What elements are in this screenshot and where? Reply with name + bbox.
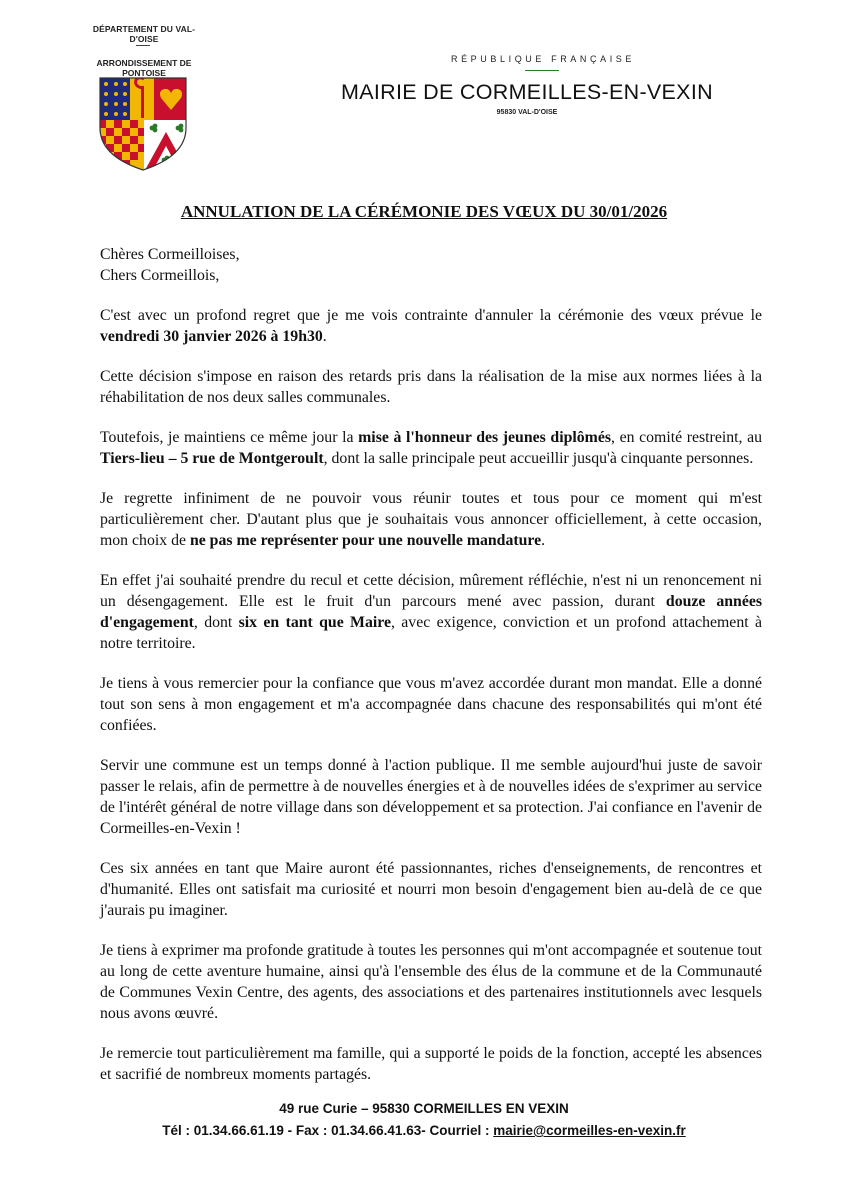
arrondissement-label: ARRONDISSEMENT DE PONTOISE	[96, 58, 192, 78]
paragraph-7: Servir une commune est un temps donné à l'action publique. Il me semble aujourd'hui juste de savoir passer le relais, afin de permettre à de nouvelles énergies et à de nouvelles idées de s'exprimer au service de l'intérêt général de notre village dans son développement et sa protection. J'ai confiance en l'avenir de Cormeilles-en-Vexin !	[100, 757, 762, 837]
text-span: C'est avec un profond regret que je me vois contrainte d'annuler la cérémonie des vœux prévue le	[100, 307, 762, 324]
republique-divider	[525, 70, 559, 71]
text-span: , dont	[193, 614, 239, 631]
email-link[interactable]: mairie@cormeilles-en-vexin.fr	[493, 1123, 686, 1138]
footer-address: 49 rue Curie – 95830 CORMEILLES EN VEXIN	[279, 1101, 569, 1116]
paragraph-8: Ces six années en tant que Maire auront été passionnantes, riches d'enseignements, de rencontres et d'humanité. Elles ont satisfait ma curiosité et nourri mon besoin d'engagement bien au-delà de ce que j'aurais pu imaginer.	[100, 860, 762, 919]
greeting-line-2: Chers Cormeillois,	[100, 267, 220, 284]
paragraph-2: Cette décision s'impose en raison des retards pris dans la réalisation de la mise aux normes liées à la réhabilitation de nos deux salles communales.	[100, 368, 762, 406]
paragraph-9: Je tiens à exprimer ma profonde gratitude à toutes les personnes qui m'ont accompagnée et soutenue tout au long de cette aventure humaine, ainsi qu'à l'ensemble des élus de la commune et de la Communauté de Communes Vexin Centre, des agents, des associations et des partenaires institutionnels avec lesquels nous avons œuvré.	[100, 942, 762, 1022]
highlight-decision: ne pas me représenter pour une nouvelle mandature	[189, 532, 542, 549]
text-span: Je regrette infiniment de ne pouvoir vous réunir toutes et tous pour ce moment qui m'est particulièrement cher. D'autant plus que je souhaitais vous annoncer officiellement, à cette occasion, mon choix de	[100, 490, 762, 549]
paragraph-1	[100, 305, 762, 347]
text-span: , avec exigence, conviction et un profond attachement à notre territoire.	[100, 614, 762, 652]
paragraph-3	[100, 427, 762, 469]
greeting-line-1: Chères Cormeilloises,	[100, 246, 240, 263]
header-divider	[136, 45, 150, 46]
department-label: DÉPARTEMENT DU VAL-D'OISE	[92, 24, 196, 44]
highlight-maire: six en tant que Maire	[238, 614, 391, 631]
paragraph-5	[100, 570, 762, 654]
footer-contact	[0, 1123, 848, 1138]
highlight-venue: Tiers-lieu – 5 rue de Montgeroult	[100, 450, 324, 467]
letter-body	[100, 244, 762, 1104]
text-span: Toutefois, je maintiens ce même jour la	[100, 429, 359, 446]
mairie-title: MAIRIE DE CORMEILLES-EN-VEXIN	[341, 80, 713, 104]
highlight-years: douze années d'engagement	[100, 593, 762, 631]
contact-text: Tél : 01.34.66.61.19 - Fax : 01.34.66.41.63- Courriel :	[162, 1123, 494, 1138]
paragraph-10: Je remercie tout particulièrement ma famille, qui a supporté le poids de la fonction, accepté les absences et sacrifié de nombreux moments partagés.	[100, 1045, 762, 1083]
paragraph-6: Je tiens à vous remercier pour la confiance que vous m'avez accordée durant mon mandat. Elle a donné tout son sens à mon engagement et m'a accompagnée dans chacune des responsabilités qui m'ont été confiées.	[100, 675, 762, 734]
text-span: .	[322, 328, 327, 345]
postal-label: 95830 VAL-D'OISE	[496, 109, 558, 116]
coat-of-arms-icon	[98, 76, 188, 172]
republique-label: RÉPUBLIQUE FRANÇAISE	[450, 54, 636, 64]
text-span: , dont la salle principale peut accueillir jusqu'à cinquante personnes.	[323, 450, 754, 467]
paragraph-4	[100, 488, 762, 551]
document-title: ANNULATION DE LA CÉRÉMONIE DES VŒUX DU 30/01/2026	[180, 202, 668, 221]
text-span: En effet j'ai souhaité prendre du recul et cette décision, mûrement réfléchie, n'est ni un renoncement ni un désengagement. Elle est le fruit d'un parcours mené avec passion, durant	[100, 572, 762, 610]
event-date: vendredi 30 janvier 2026 à 19h30	[100, 328, 323, 345]
text-span: .	[541, 532, 546, 549]
text-span: , en comité restreint, au	[611, 429, 763, 446]
highlight-graduates: mise à l'honneur des jeunes diplômés	[358, 429, 611, 446]
